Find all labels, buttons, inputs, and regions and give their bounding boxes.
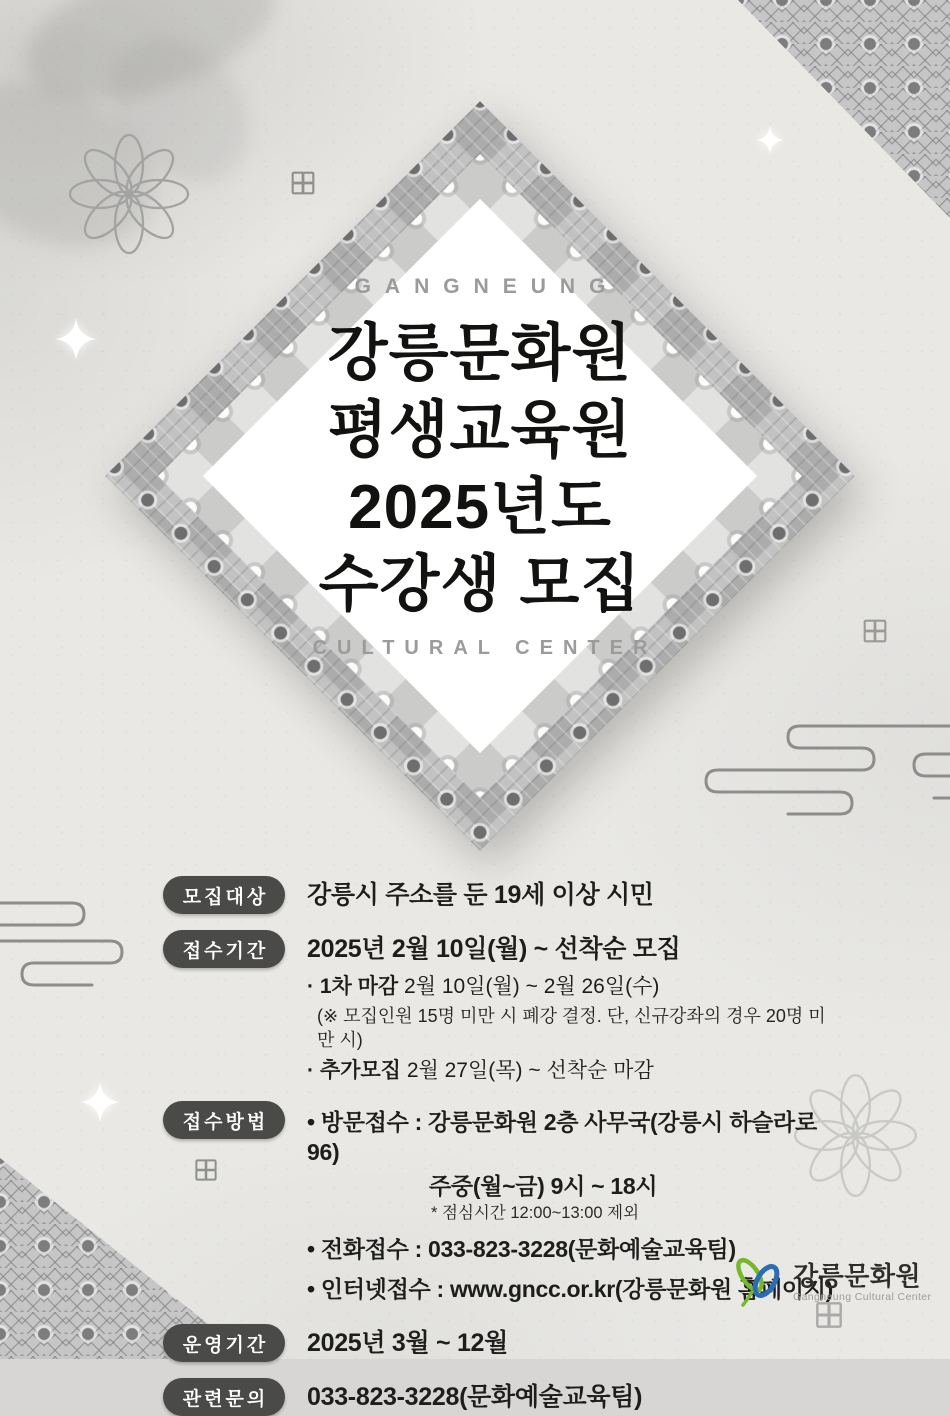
method-web: • 인터넷접수 : www.gncc.or.kr(강릉문화원 홈페이지)	[307, 1276, 833, 1302]
method-hours: 주중(월~금) 9시 ~ 18시	[429, 1173, 658, 1199]
row-contact	[163, 1378, 843, 1416]
operation-text: 2025년 3월 ~ 12월	[307, 1329, 509, 1357]
row-target	[163, 876, 843, 914]
row-period	[163, 930, 843, 1085]
logo-name: 강릉문화원	[793, 1261, 922, 1291]
contact-text: 033-823-3228(문화예술교육팀)	[307, 1383, 643, 1411]
period-first-label: · 1차 마감	[307, 975, 399, 998]
sparkle-icon	[80, 1082, 120, 1127]
period-badge: 접수기간	[163, 930, 285, 968]
logo-text	[793, 1262, 931, 1303]
knot-x-icon	[288, 168, 318, 203]
period-extra	[307, 1057, 843, 1085]
top-english-label: GANGNEUNG	[354, 275, 620, 298]
main-title	[205, 315, 755, 623]
cloud-pattern-icon	[0, 893, 135, 998]
method-visit: • 방문접수 : 강릉문화원 2층 사무국(강릉시 하슬라로 96)	[307, 1109, 817, 1165]
period-extra-text: 2월 27일(목) ~ 선착순 마감	[406, 1059, 654, 1082]
target-badge: 모집대상	[163, 876, 285, 914]
method-badge: 접수방법	[163, 1101, 285, 1139]
method-lunch-note: * 점심시간 12:00~13:00 제외	[431, 1204, 640, 1222]
period-first-deadline	[307, 973, 843, 1001]
contact-badge: 관련문의	[163, 1378, 285, 1416]
logo-subtitle: Gangneung Cultural Center	[793, 1291, 932, 1303]
organization-logo	[733, 1252, 931, 1313]
period-first-text: 2월 10일(월) ~ 2월 26일(수)	[404, 975, 660, 998]
bottom-english-label: CULTURAL CENTER	[312, 637, 658, 659]
title-line-1: 강릉문화원	[327, 319, 633, 388]
target-text: 강릉시 주소를 둔 19세 이상 시민	[307, 881, 654, 909]
knot-x-icon	[860, 616, 890, 651]
period-main: 2025년 2월 10일(월) ~ 선착순 모집	[307, 935, 681, 963]
flower-spirograph-icon	[63, 128, 195, 265]
title-line-3: 2025년도	[348, 473, 612, 542]
title-line-2: 평생교육원	[327, 396, 633, 465]
info-section	[163, 876, 843, 1416]
logo-leaf-icon	[733, 1252, 785, 1313]
cloud-pattern-icon	[688, 718, 950, 823]
operation-badge: 운영기간	[163, 1324, 285, 1362]
period-extra-label: · 추가모집	[307, 1059, 401, 1082]
period-note: (※ 모집인원 15명 미만 시 폐강 결정. 단, 신규강좌의 경우 20명 미만 시)	[317, 1006, 826, 1050]
row-operation	[163, 1324, 843, 1362]
title-line-4: 수강생 모집	[318, 550, 642, 619]
sparkle-icon	[756, 126, 784, 159]
title-block	[205, 275, 755, 660]
corner-pattern-top-right	[738, 0, 950, 218]
method-phone: • 전화접수 : 033-823-3228(문화예술교육팀)	[307, 1236, 736, 1262]
sparkle-icon	[55, 318, 97, 365]
